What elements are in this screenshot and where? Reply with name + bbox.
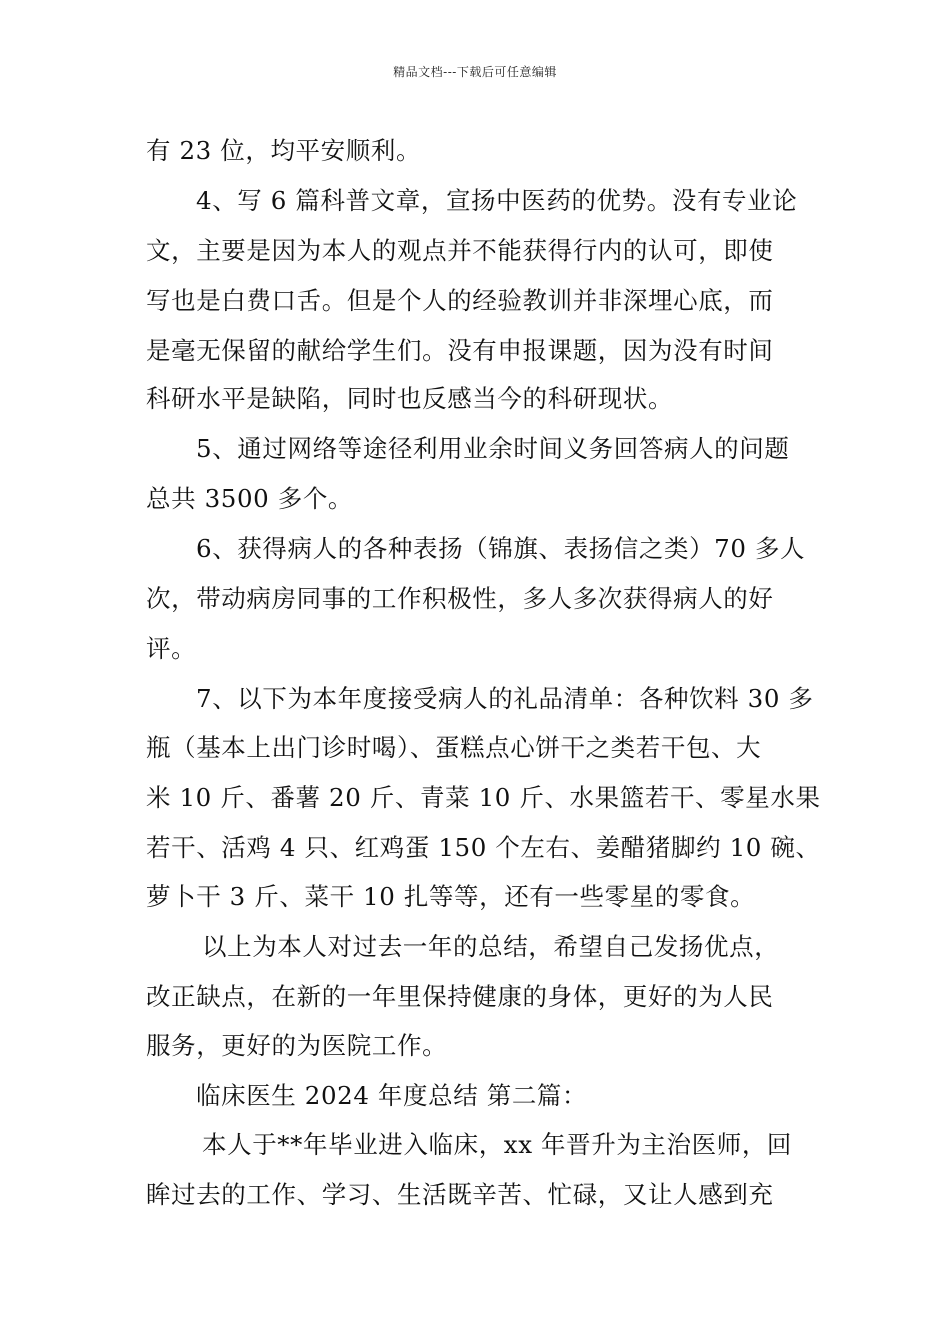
body-line: 文，主要是因为本人的观点并不能获得行内的认可，即使 [146, 236, 774, 265]
body-line: 有 23 位，均平安顺利。 [146, 136, 422, 165]
section-heading: 临床医生 2024 年度总结 第二篇： [196, 1081, 588, 1110]
body-line: 次，带动病房同事的工作积极性，多人多次获得病人的好 [146, 584, 774, 613]
body-line: 眸过去的工作、学习、生活既辛苦、忙碌，又让人感到充 [146, 1180, 774, 1209]
body-line: 若干、活鸡 4 只、红鸡蛋 150 个左右、姜醋猪脚约 10 碗、 [146, 833, 821, 862]
body-line: 改正缺点，在新的一年里保持健康的身体，更好的为人民 [146, 982, 774, 1011]
body-line: 总共 3500 多个。 [146, 484, 354, 513]
body-line: 科研水平是缺陷，同时也反感当今的科研现状。 [146, 384, 674, 413]
body-line: 瓶（基本上出门诊时喝）、蛋糕点心饼干之类若干包、大 [146, 733, 762, 762]
body-line: 萝卜干 3 斤、菜干 10 扎等等，还有一些零星的零食。 [146, 882, 756, 911]
body-line: 6、获得病人的各种表扬（锦旗、表扬信之类）70 多人 [196, 534, 806, 563]
body-line: 写也是白费口舌。但是个人的经验教训并非深埋心底，而 [146, 286, 774, 315]
body-line: 以上为本人对过去一年的总结，希望自己发扬优点， [202, 932, 780, 961]
body-line: 本人于**年毕业进入临床，xx 年晋升为主治医师，回 [202, 1130, 793, 1159]
body-line: 评。 [146, 634, 197, 663]
body-line: 服务，更好的为医院工作。 [146, 1031, 448, 1060]
body-line: 5、通过网络等途径利用业余时间义务回答病人的问题 [196, 434, 790, 463]
body-line: 米 10 斤、番薯 20 斤、青菜 10 斤、水果篮若干、零星水果 [146, 783, 821, 812]
body-line: 4、写 6 篇科普文章，宣扬中医药的优势。没有专业论 [196, 186, 798, 215]
body-line: 7、以下为本年度接受病人的礼品清单：各种饮料 30 多 [196, 684, 814, 713]
page-header: 精品文档---下载后可任意编辑 [393, 65, 557, 79]
body-line: 是毫无保留的献给学生们。没有申报课题，因为没有时间 [146, 336, 774, 365]
